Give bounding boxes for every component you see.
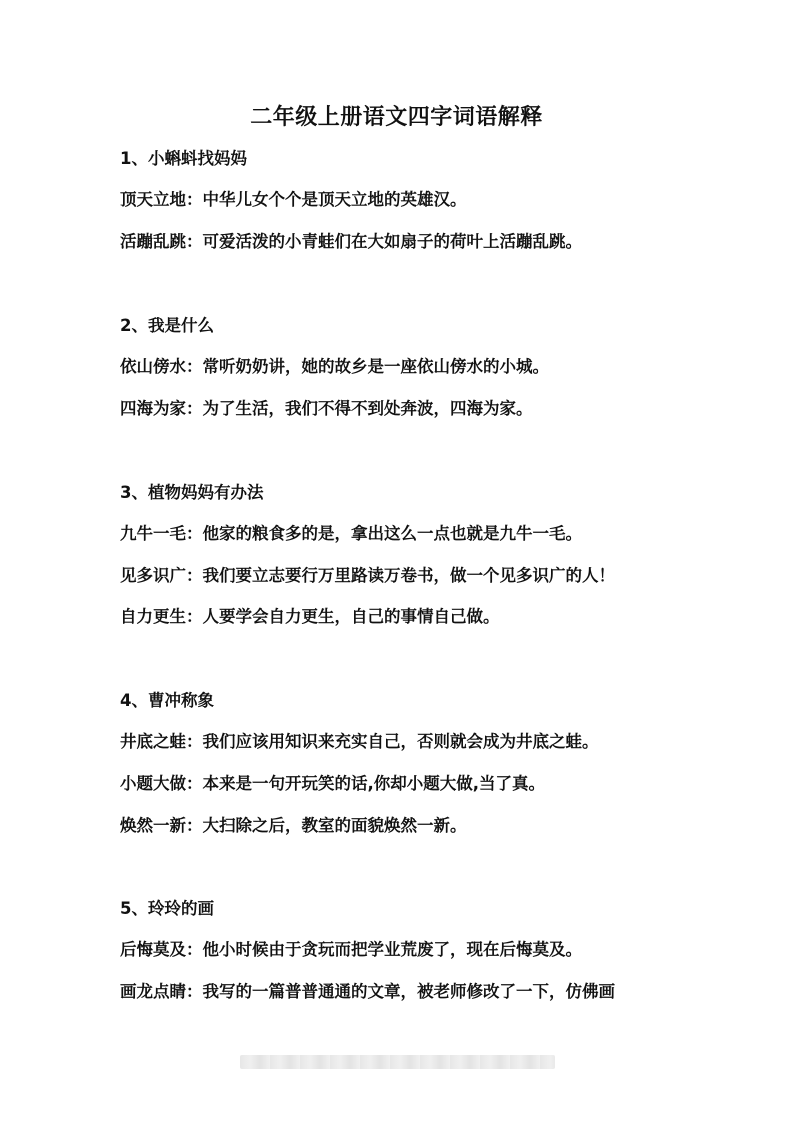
idiom-line: 四海为家：为了生活，我们不得不到处奔波，四海为家。 bbox=[120, 399, 533, 418]
blurred-footer-watermark bbox=[240, 1055, 555, 1069]
idiom-line: 小题大做：本来是一句开玩笑的话,你却小题大做,当了真。 bbox=[120, 774, 546, 793]
idiom-line: 九牛一毛：他家的粮食多的是，拿出这么一点也就是九牛一毛。 bbox=[120, 524, 582, 543]
idiom-line: 活蹦乱跳：可爱活泼的小青蛙们在大如扇子的荷叶上活蹦乱跳。 bbox=[120, 232, 582, 251]
idiom-line: 依山傍水：常听奶奶讲，她的故乡是一座依山傍水的小城。 bbox=[120, 357, 549, 376]
idiom-line: 后悔莫及：他小时候由于贪玩而把学业荒废了，现在后悔莫及。 bbox=[120, 940, 582, 959]
section-heading: 1、小蝌蚪找妈妈 bbox=[120, 149, 247, 168]
section-heading: 2、我是什么 bbox=[120, 316, 214, 335]
section-heading: 4、曹冲称象 bbox=[120, 691, 214, 710]
idiom-line: 焕然一新：大扫除之后，教室的面貌焕然一新。 bbox=[120, 816, 467, 835]
section-heading: 3、植物妈妈有办法 bbox=[120, 483, 264, 502]
page-title: 二年级上册语文四字词语解释 bbox=[250, 105, 543, 130]
idiom-line: 井底之蛙：我们应该用知识来充实自己，否则就会成为井底之蛙。 bbox=[120, 732, 599, 751]
idiom-line: 顶天立地：中华儿女个个是顶天立地的英雄汉。 bbox=[120, 190, 467, 209]
idiom-line: 画龙点睛：我写的一篇普普通通的文章，被老师修改了一下，仿佛画 bbox=[120, 982, 615, 1001]
idiom-line: 自力更生：人要学会自力更生，自己的事情自己做。 bbox=[120, 607, 500, 626]
idiom-line: 见多识广：我们要立志要行万里路读万卷书，做一个见多识广的人！ bbox=[120, 566, 615, 585]
section-heading: 5、玲玲的画 bbox=[120, 899, 214, 918]
